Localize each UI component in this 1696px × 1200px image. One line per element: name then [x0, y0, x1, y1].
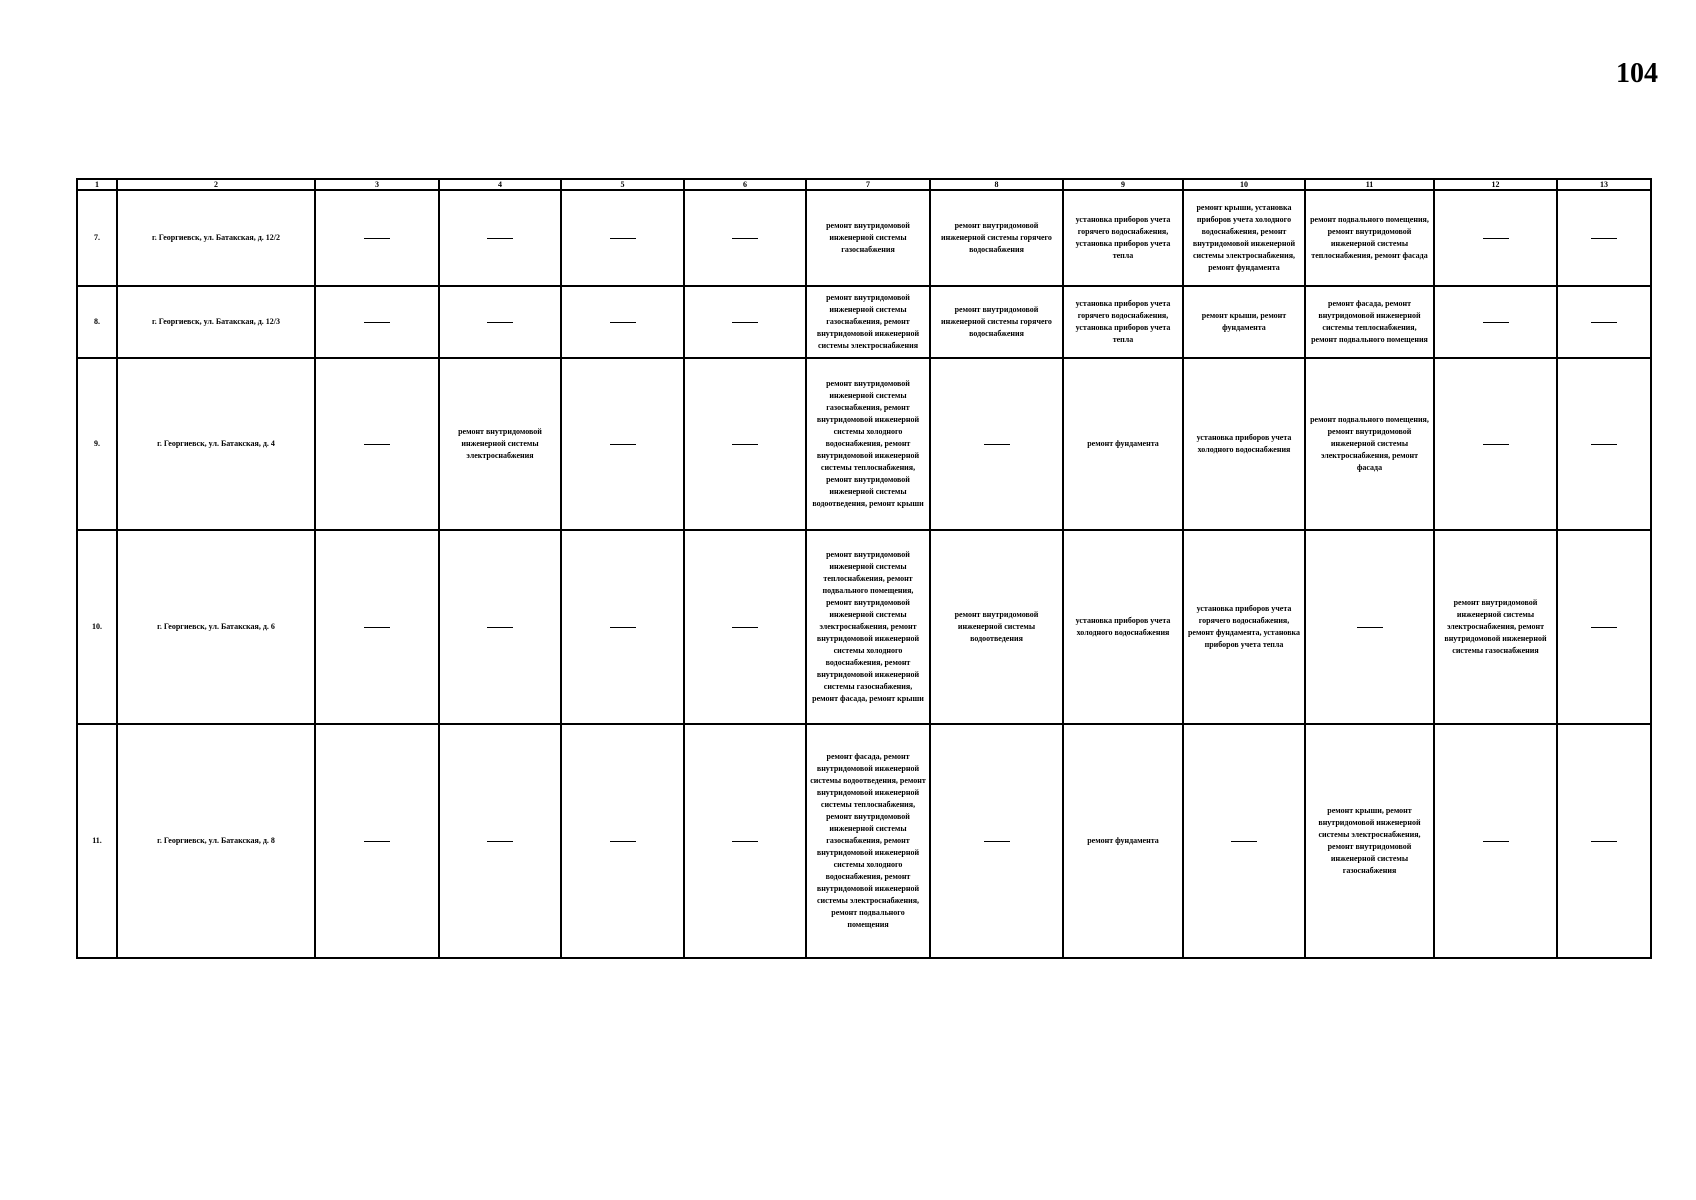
- dash-mark: [1591, 238, 1617, 239]
- dash-mark: [732, 627, 758, 628]
- empty-cell: [684, 724, 806, 958]
- dash-mark: [1591, 841, 1617, 842]
- empty-cell: [561, 724, 684, 958]
- work-cell: ремонт фундамента: [1063, 724, 1183, 958]
- table-row: [77, 190, 1651, 286]
- dash-mark: [487, 627, 513, 628]
- work-cell: ремонт внутридомовой инженерной системы газоснабжения, ремонт внутридомовой инженерной системы электроснабжения: [806, 286, 930, 358]
- work-cell: ремонт подвального помещения, ремонт внутридомовой инженерной системы электроснабжения, ремонт фасада: [1305, 358, 1434, 530]
- column-number-row: [77, 179, 1651, 190]
- work-cell: установка приборов учета горячего водоснабжения, установка приборов учета тепла: [1063, 190, 1183, 286]
- work-cell: ремонт внутридомовой инженерной системы горячего водоснабжения: [930, 190, 1063, 286]
- work-cell: ремонт внутридомовой инженерной системы теплоснабжения, ремонт подвального помещения, ремонт внутридомовой инженерной системы электроснабжения, ремонт внутридомовой инженерной системы холодного водоснабжения, ремонт внутридомовой инженерной системы газоснабжения, ремонт фасада, ремонт крыши: [806, 530, 930, 724]
- column-number-header: 10: [1183, 179, 1305, 190]
- work-cell: установка приборов учета горячего водоснабжения, ремонт фундамента, установка приборов учета тепла: [1183, 530, 1305, 724]
- dash-mark: [1591, 322, 1617, 323]
- row-number: 10.: [77, 530, 117, 724]
- empty-cell: [1557, 530, 1651, 724]
- column-number-header: 9: [1063, 179, 1183, 190]
- dash-mark: [610, 627, 636, 628]
- empty-cell: [439, 530, 561, 724]
- dash-mark: [1483, 841, 1509, 842]
- empty-cell: [315, 724, 439, 958]
- work-cell: ремонт фасада, ремонт внутридомовой инженерной системы теплоснабжения, ремонт подвального помещения: [1305, 286, 1434, 358]
- empty-cell: [1434, 286, 1557, 358]
- column-number-header: 13: [1557, 179, 1651, 190]
- work-cell: ремонт крыши, установка приборов учета холодного водоснабжения, ремонт внутридомовой инженерной системы электроснабжения, ремонт фундамента: [1183, 190, 1305, 286]
- work-cell: ремонт внутридомовой инженерной системы газоснабжения, ремонт внутридомовой инженерной системы холодного водоснабжения, ремонт внутридомовой инженерной системы теплоснабжения, ремонт внутридомовой инженерной системы водоотведения, ремонт крыши: [806, 358, 930, 530]
- work-cell: ремонт внутридомовой инженерной системы электроснабжения: [439, 358, 561, 530]
- dash-mark: [1357, 627, 1383, 628]
- dash-mark: [610, 841, 636, 842]
- dash-mark: [487, 841, 513, 842]
- work-cell: установка приборов учета холодного водоснабжения: [1183, 358, 1305, 530]
- column-number-header: 12: [1434, 179, 1557, 190]
- dash-mark: [1483, 444, 1509, 445]
- column-number-header: 4: [439, 179, 561, 190]
- dash-mark: [364, 444, 390, 445]
- dash-mark: [732, 322, 758, 323]
- dash-mark: [487, 238, 513, 239]
- empty-cell: [930, 358, 1063, 530]
- dash-mark: [732, 238, 758, 239]
- work-cell: ремонт внутридомовой инженерной системы горячего водоснабжения: [930, 286, 1063, 358]
- dash-mark: [364, 627, 390, 628]
- dash-mark: [732, 444, 758, 445]
- dash-mark: [984, 444, 1010, 445]
- dash-mark: [364, 322, 390, 323]
- column-number-header: 2: [117, 179, 315, 190]
- work-cell: ремонт фундамента: [1063, 358, 1183, 530]
- column-number-header: 6: [684, 179, 806, 190]
- empty-cell: [1434, 358, 1557, 530]
- empty-cell: [1557, 286, 1651, 358]
- address-cell: г. Георгиевск, ул. Батакская, д. 8: [117, 724, 315, 958]
- empty-cell: [315, 190, 439, 286]
- empty-cell: [1434, 724, 1557, 958]
- dash-mark: [487, 322, 513, 323]
- empty-cell: [1183, 724, 1305, 958]
- table-body: [77, 190, 1651, 958]
- work-cell: ремонт внутридомовой инженерной системы водоотведения: [930, 530, 1063, 724]
- dash-mark: [1591, 444, 1617, 445]
- empty-cell: [1434, 190, 1557, 286]
- row-number: 7.: [77, 190, 117, 286]
- empty-cell: [561, 286, 684, 358]
- row-number: 8.: [77, 286, 117, 358]
- dash-mark: [1591, 627, 1617, 628]
- work-cell: ремонт крыши, ремонт фундамента: [1183, 286, 1305, 358]
- table-row: [77, 530, 1651, 724]
- work-cell: установка приборов учета горячего водоснабжения, установка приборов учета тепла: [1063, 286, 1183, 358]
- dash-mark: [610, 238, 636, 239]
- table-row: [77, 286, 1651, 358]
- row-number: 11.: [77, 724, 117, 958]
- empty-cell: [1305, 530, 1434, 724]
- column-number-header: 8: [930, 179, 1063, 190]
- empty-cell: [439, 286, 561, 358]
- column-number-header: 3: [315, 179, 439, 190]
- empty-cell: [684, 286, 806, 358]
- dash-mark: [732, 841, 758, 842]
- page-number: 104: [1616, 58, 1658, 89]
- dash-mark: [1483, 322, 1509, 323]
- empty-cell: [684, 358, 806, 530]
- empty-cell: [439, 724, 561, 958]
- empty-cell: [684, 530, 806, 724]
- empty-cell: [315, 358, 439, 530]
- address-cell: г. Георгиевск, ул. Батакская, д. 6: [117, 530, 315, 724]
- work-cell: ремонт внутридомовой инженерной системы электроснабжения, ремонт внутридомовой инженерной системы газоснабжения: [1434, 530, 1557, 724]
- table-row: [77, 724, 1651, 958]
- empty-cell: [439, 190, 561, 286]
- empty-cell: [930, 724, 1063, 958]
- work-cell: ремонт подвального помещения, ремонт внутридомовой инженерной системы теплоснабжения, ремонт фасада: [1305, 190, 1434, 286]
- dash-mark: [1231, 841, 1257, 842]
- column-number-header: 11: [1305, 179, 1434, 190]
- table-row: [77, 358, 1651, 530]
- work-cell: ремонт фасада, ремонт внутридомовой инженерной системы водоотведения, ремонт внутридомовой инженерной системы теплоснабжения, ремонт внутридомовой инженерной системы газоснабжения, ремонт внутридомовой инженерной системы холодного водоснабжения, ремонт внутридомовой инженерной системы электроснабжения, ремонт подвального помещения: [806, 724, 930, 958]
- row-number: 9.: [77, 358, 117, 530]
- empty-cell: [684, 190, 806, 286]
- dash-mark: [984, 841, 1010, 842]
- dash-mark: [610, 444, 636, 445]
- empty-cell: [561, 190, 684, 286]
- dash-mark: [364, 238, 390, 239]
- address-cell: г. Георгиевск, ул. Батакская, д. 4: [117, 358, 315, 530]
- column-number-header: 5: [561, 179, 684, 190]
- column-number-header: 1: [77, 179, 117, 190]
- empty-cell: [561, 358, 684, 530]
- empty-cell: [1557, 358, 1651, 530]
- work-cell: установка приборов учета холодного водоснабжения: [1063, 530, 1183, 724]
- address-cell: г. Георгиевск, ул. Батакская, д. 12/2: [117, 190, 315, 286]
- dash-mark: [1483, 238, 1509, 239]
- address-cell: г. Георгиевск, ул. Батакская, д. 12/3: [117, 286, 315, 358]
- empty-cell: [1557, 724, 1651, 958]
- dash-mark: [364, 841, 390, 842]
- empty-cell: [315, 286, 439, 358]
- work-cell: ремонт внутридомовой инженерной системы газоснабжения: [806, 190, 930, 286]
- repair-schedule-table: [76, 178, 1652, 959]
- work-cell: ремонт крыши, ремонт внутридомовой инженерной системы электроснабжения, ремонт внутридомовой инженерной системы газоснабжения: [1305, 724, 1434, 958]
- empty-cell: [315, 530, 439, 724]
- column-number-header: 7: [806, 179, 930, 190]
- empty-cell: [1557, 190, 1651, 286]
- dash-mark: [610, 322, 636, 323]
- empty-cell: [561, 530, 684, 724]
